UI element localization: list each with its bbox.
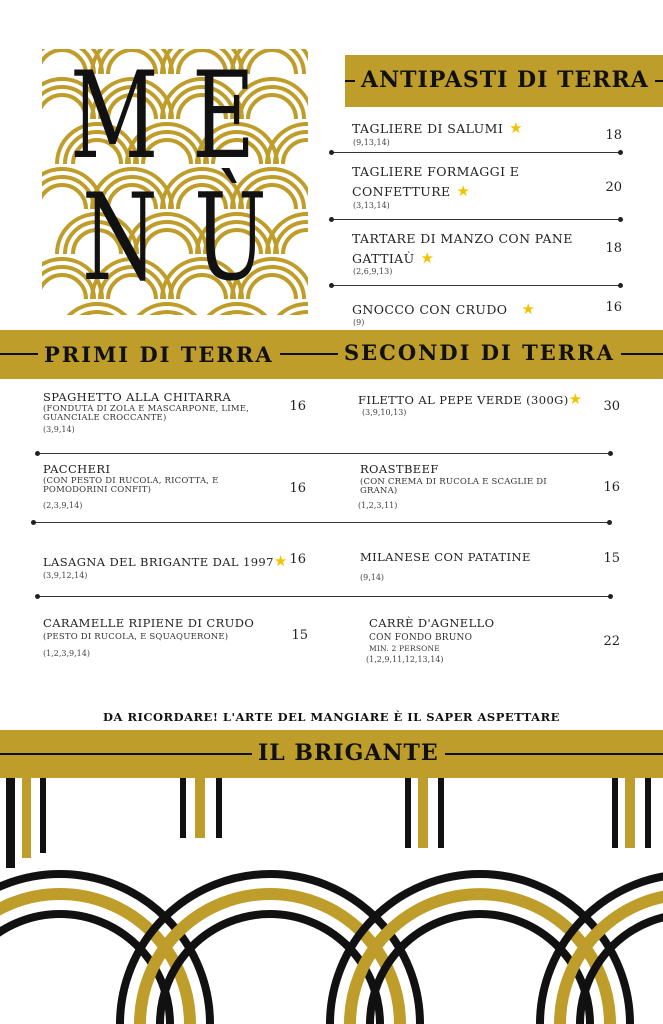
antipasti-item-allergens: (9,13,14) bbox=[353, 138, 390, 147]
primi-item-allergens: (2,3,9,14) bbox=[43, 501, 83, 510]
antipasti-item-name: GNOCCO CON CRUDO ★ bbox=[352, 300, 536, 318]
primi-title: PRIMI DI TERRA bbox=[44, 342, 274, 367]
secondi-item-price: 22 bbox=[603, 634, 620, 649]
separator bbox=[38, 596, 610, 597]
separator bbox=[38, 453, 610, 454]
star-icon: ★ bbox=[521, 300, 536, 318]
antipasti-item-name: TARTARE DI MANZO CON PANE bbox=[352, 231, 573, 246]
column-stripes bbox=[6, 778, 651, 868]
logo-letter-n: N bbox=[82, 169, 158, 308]
footer-title-wrap bbox=[252, 740, 445, 766]
antipasti-item-price: 18 bbox=[605, 128, 622, 143]
primi-item-price: 16 bbox=[289, 552, 306, 567]
antipasti-item-price: 18 bbox=[605, 241, 622, 256]
logo-letter-m: M bbox=[70, 49, 159, 186]
secondi-item-desc: (CON CREMA DI RUCOLA E SCAGLIE DI GRANA) bbox=[360, 477, 547, 496]
secondi-item-allergens: (1,2,3,11) bbox=[358, 501, 398, 510]
primi-item-name: PACCHERI bbox=[43, 462, 111, 476]
quote-text: DA RICORDARE! L'ARTE DEL MANGIARE È IL SAPER ASPETTARE bbox=[103, 710, 560, 724]
star-icon: ★ bbox=[273, 552, 288, 570]
antipasti-item-allergens: (9) bbox=[353, 318, 365, 327]
primi-title-wrap bbox=[38, 342, 280, 367]
secondi-item-allergens: (3,9,10,13) bbox=[362, 408, 407, 417]
primi-item-allergens: (1,2,3,9,14) bbox=[43, 649, 90, 658]
star-icon: ★ bbox=[456, 182, 471, 200]
antipasti-item-name-line2: CONFETTURE ★ bbox=[352, 182, 471, 200]
primi-item-allergens: (3,9,12,14) bbox=[43, 571, 88, 580]
star-icon: ★ bbox=[509, 119, 524, 137]
secondi-item-desc: CON FONDO BRUNO bbox=[369, 633, 473, 643]
secondi-item-price: 16 bbox=[603, 480, 620, 495]
secondi-item-name: ROASTBEEF bbox=[360, 462, 439, 476]
antipasti-item-name-line2: GATTIAÙ ★ bbox=[352, 249, 435, 267]
secondi-item-allergens: (1,2,9,11,12,13,14) bbox=[366, 655, 444, 664]
primi-item-price: 16 bbox=[289, 399, 306, 414]
antipasti-item-price: 16 bbox=[605, 300, 622, 315]
primi-item-desc: (FONDUTA DI ZOLA E MASCARPONE, LIME, GUANCIALE CROCCANTE) bbox=[43, 404, 250, 423]
antipasti-title: ANTIPASTI DI TERRA bbox=[361, 67, 649, 93]
arch-decoration bbox=[0, 778, 663, 1024]
footer-title: IL BRIGANTE bbox=[258, 740, 439, 766]
logo-letter-u: Ù bbox=[194, 169, 267, 308]
primi-item-allergens: (3,9,14) bbox=[43, 425, 75, 434]
antipasti-title-wrap bbox=[355, 67, 655, 93]
primi-item-name: SPAGHETTO ALLA CHITARRA bbox=[43, 390, 232, 404]
antipasti-item-allergens: (2,6,9,13) bbox=[353, 267, 393, 276]
secondi-item-desc-2: MIN. 2 PERSONE bbox=[369, 644, 440, 653]
primi-item-price: 15 bbox=[291, 628, 308, 643]
secondi-item-price: 30 bbox=[603, 399, 620, 414]
secondi-item-name: FILETTO AL PEPE VERDE (300G)★ bbox=[358, 390, 583, 408]
secondi-item-allergens: (9,14) bbox=[360, 573, 385, 582]
primi-item-desc: (CON PESTO DI RUCOLA, RICOTTA, E POMODORINI CONFIT) bbox=[43, 476, 219, 495]
separator bbox=[332, 219, 620, 220]
secondi-item-name: CARRÈ D'AGNELLO bbox=[369, 616, 495, 630]
primi-item-price: 16 bbox=[289, 481, 306, 496]
primi-item-name: LASAGNA DEL BRIGANTE DAL 1997★ bbox=[43, 552, 288, 570]
primi-item-desc: (PESTO DI RUCOLA, E SQUAQUERONE) bbox=[43, 632, 229, 642]
secondi-title: SECONDI DI TERRA bbox=[344, 340, 615, 365]
secondi-item-price: 15 bbox=[603, 551, 620, 566]
antipasti-item-price: 20 bbox=[605, 180, 622, 195]
antipasti-item-name: TAGLIERE DI SALUMI ★ bbox=[352, 119, 524, 137]
secondi-title-wrap bbox=[338, 340, 621, 365]
primi-item-name: CARAMELLE RIPIENE DI CRUDO bbox=[43, 616, 255, 630]
star-icon: ★ bbox=[568, 390, 583, 408]
logo-letter-e: E bbox=[192, 49, 256, 186]
star-icon: ★ bbox=[420, 249, 435, 267]
separator bbox=[332, 285, 620, 286]
separator bbox=[332, 152, 620, 153]
antipasti-item-allergens: (3,13,14) bbox=[353, 201, 390, 210]
secondi-item-name: MILANESE CON PATATINE bbox=[360, 550, 531, 564]
separator bbox=[34, 522, 609, 523]
menu-logo bbox=[42, 49, 308, 315]
antipasti-item-name: TAGLIERE FORMAGGI E bbox=[352, 164, 520, 179]
